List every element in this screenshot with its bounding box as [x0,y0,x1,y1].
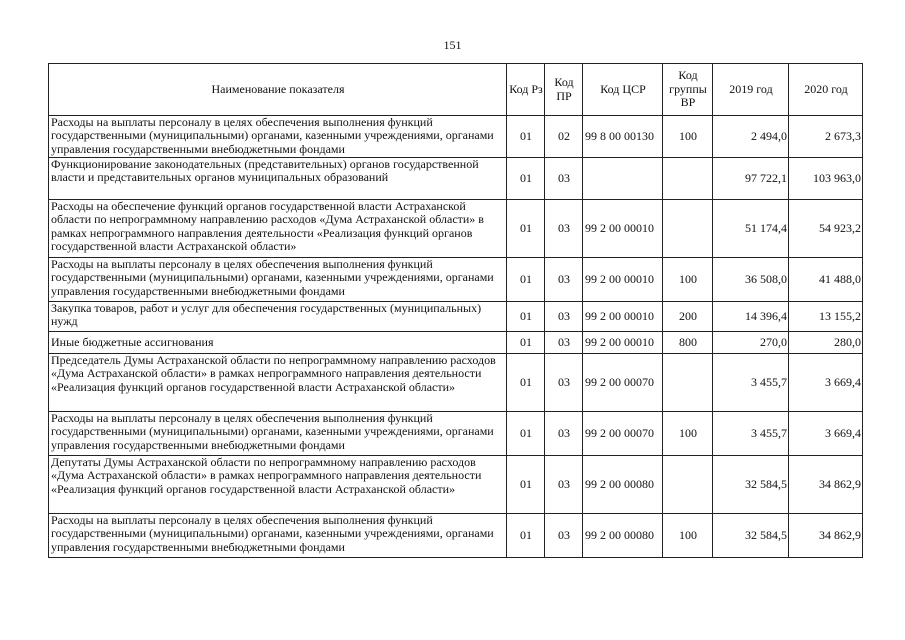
table-row [49,514,863,558]
row-csr: 99 2 00 00080 [583,514,663,558]
header-row [49,64,863,116]
row-csr: 99 2 00 00070 [583,354,663,412]
row-2019: 3 455,7 [713,354,789,412]
header-csr: Код ЦСР [583,64,663,116]
row-rz: 01 [507,514,545,558]
header-name: Наименование показателя [49,64,507,116]
row-2019: 97 722,1 [713,158,789,200]
row-name: Расходы на выплаты персоналу в целях обеспечения выполнения функций государственными (муниципальными) органами, казенными учреждениями, органами управления государственными внебюджетными фондами [49,412,507,456]
row-pr: 03 [545,200,583,258]
table-row [49,412,863,456]
row-vr: 100 [663,412,713,456]
row-pr: 03 [545,332,583,354]
row-rz: 01 [507,412,545,456]
row-2019: 36 508,0 [713,258,789,302]
row-pr: 03 [545,412,583,456]
row-pr: 03 [545,158,583,200]
row-name: Расходы на выплаты персоналу в целях обеспечения выполнения функций государственными (муниципальными) органами, казенными учреждениями, органами управления государственными внебюджетными фондами [49,116,507,158]
row-name: Закупка товаров, работ и услуг для обеспечения государственных (муниципальных) нужд [49,302,507,332]
table-body [49,116,863,558]
row-csr: 99 2 00 00080 [583,456,663,514]
row-rz: 01 [507,332,545,354]
row-vr: 800 [663,332,713,354]
row-name: Депутаты Думы Астраханской области по непрограммному направлению расходов «Дума Астраханской области» в рамках непрограммного направления деятельности «Реализация функций органов государственной власти Астраханской области» [49,456,507,514]
row-name: Расходы на выплаты персоналу в целях обеспечения выполнения функций государственными (муниципальными) органами, казенными учреждениями, органами управления государственными внебюджетными фондами [49,514,507,558]
row-2019: 32 584,5 [713,456,789,514]
row-2020: 103 963,0 [789,158,863,200]
row-pr: 03 [545,258,583,302]
row-pr: 03 [545,354,583,412]
header-2019: 2019 год [713,64,789,116]
row-2019: 2 494,0 [713,116,789,158]
row-2019: 14 396,4 [713,302,789,332]
row-2019: 32 584,5 [713,514,789,558]
row-rz: 01 [507,354,545,412]
row-name: Председатель Думы Астраханской области по непрограммному направлению расходов «Дума Астраханской области» в рамках непрограммного направления деятельности «Реализация функций органов государственной власти Астраханской области» [49,354,507,412]
table-row [49,354,863,412]
row-pr: 03 [545,302,583,332]
row-2020: 13 155,2 [789,302,863,332]
table-header [49,64,863,116]
row-name: Функционирование законодательных (представительных) органов государственной власти и представительных органов муниципальных образований [49,158,507,200]
row-name: Иные бюджетные ассигнования [49,332,507,354]
table-row [49,258,863,302]
row-vr: 100 [663,116,713,158]
row-2020: 41 488,0 [789,258,863,302]
row-pr: 03 [545,514,583,558]
row-2020: 34 862,9 [789,514,863,558]
row-2020: 2 673,3 [789,116,863,158]
row-rz: 01 [507,456,545,514]
table-row [49,158,863,200]
page-number: 151 [443,38,462,52]
row-csr: 99 2 00 00010 [583,258,663,302]
row-rz: 01 [507,158,545,200]
row-csr: 99 2 00 00010 [583,332,663,354]
row-vr: 100 [663,514,713,558]
table-row [49,302,863,332]
row-2020: 54 923,2 [789,200,863,258]
header-vr: Код группы ВР [663,64,713,116]
row-2020: 3 669,4 [789,412,863,456]
table-row [49,456,863,514]
row-vr: 200 [663,302,713,332]
row-vr: 100 [663,258,713,302]
row-2019: 51 174,4 [713,200,789,258]
row-rz: 01 [507,258,545,302]
header-rz: Код Рз [507,64,545,116]
row-2020: 34 862,9 [789,456,863,514]
row-csr [583,158,663,200]
budget-table [48,63,863,558]
row-csr: 99 2 00 00010 [583,200,663,258]
row-csr: 99 2 00 00070 [583,412,663,456]
row-rz: 01 [507,116,545,158]
header-2020: 2020 год [789,64,863,116]
table-row [49,332,863,354]
row-pr: 03 [545,456,583,514]
row-vr [663,158,713,200]
row-csr: 99 2 00 00010 [583,302,663,332]
row-vr [663,354,713,412]
row-rz: 01 [507,200,545,258]
row-name: Расходы на выплаты персоналу в целях обеспечения выполнения функций государственными (муниципальными) органами, казенными учреждениями, органами управления государственными внебюджетными фондами [49,258,507,302]
row-2020: 280,0 [789,332,863,354]
table-row [49,200,863,258]
row-2019: 3 455,7 [713,412,789,456]
row-name: Расходы на обеспечение функций органов государственной власти Астраханской области по непрограммному направлению расходов «Дума Астраханской области» в рамках непрограммного направления деятельности «Реализация функций органов государственной власти Астраханской области» [49,200,507,258]
table-row [49,116,863,158]
row-vr [663,200,713,258]
row-pr: 02 [545,116,583,158]
row-rz: 01 [507,302,545,332]
row-csr: 99 8 00 00130 [583,116,663,158]
header-pr: Код ПР [545,64,583,116]
row-2020: 3 669,4 [789,354,863,412]
row-2019: 270,0 [713,332,789,354]
row-vr [663,456,713,514]
